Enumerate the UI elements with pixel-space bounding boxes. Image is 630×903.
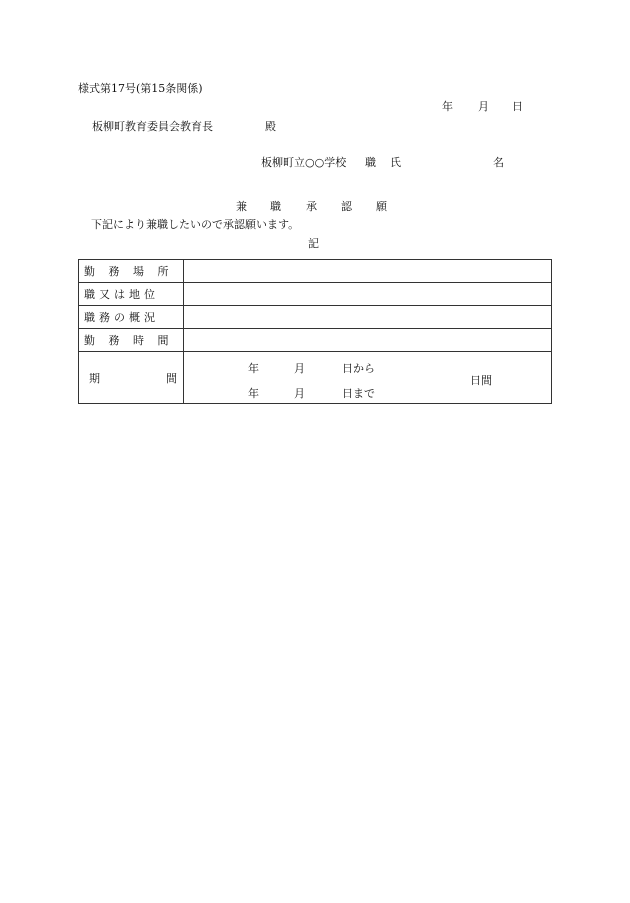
title-char: 職: [270, 200, 281, 213]
from-day: 日から: [342, 362, 375, 375]
period-label-left: 期: [89, 371, 100, 385]
addressee-honorific: 殿: [265, 120, 276, 133]
from-month: 月: [294, 362, 305, 375]
intro-text: 下記により兼職したいので承認願います。: [91, 218, 300, 231]
date-day: 日: [512, 100, 523, 113]
table-row: [79, 283, 552, 306]
table-row: [79, 260, 552, 283]
table-row: [79, 306, 552, 329]
title-char: 認: [341, 200, 352, 213]
to-year: 年: [248, 387, 259, 400]
position-field[interactable]: [184, 283, 552, 306]
title-char: 兼: [236, 200, 247, 213]
row-label-period: [79, 352, 184, 404]
duties-field[interactable]: [184, 306, 552, 329]
table-row: [79, 352, 552, 404]
date-year: 年: [442, 100, 453, 113]
row-label-position: 職又は地位: [79, 283, 184, 306]
applicant-name-suffix: 名: [493, 156, 504, 169]
period-label-right: 間: [166, 371, 177, 385]
application-table: [78, 259, 552, 404]
hours-field[interactable]: [184, 329, 552, 352]
to-day: 日まで: [342, 387, 375, 400]
applicant-name-prefix: 氏: [390, 156, 401, 169]
from-year: 年: [248, 362, 259, 375]
form-number: 様式第17号(第15条関係): [78, 82, 203, 95]
period-field[interactable]: [184, 352, 552, 404]
applicant-school: 板柳町立○○学校: [261, 156, 347, 169]
title-char: 承: [306, 200, 317, 213]
row-label-workplace: 勤 務 場 所: [79, 260, 184, 283]
row-label-hours: 勤 務 時 間: [79, 329, 184, 352]
row-label-duties: 職務の概況: [79, 306, 184, 329]
addressee-name: 板柳町教育委員会教育長: [92, 120, 213, 133]
title-char: 願: [376, 200, 387, 213]
applicant-position: 職: [365, 156, 376, 169]
to-month: 月: [294, 387, 305, 400]
date-month: 月: [478, 100, 489, 113]
workplace-field[interactable]: [184, 260, 552, 283]
ki-label: 記: [308, 237, 319, 250]
period-days: 日間: [470, 374, 492, 387]
table-row: [79, 329, 552, 352]
